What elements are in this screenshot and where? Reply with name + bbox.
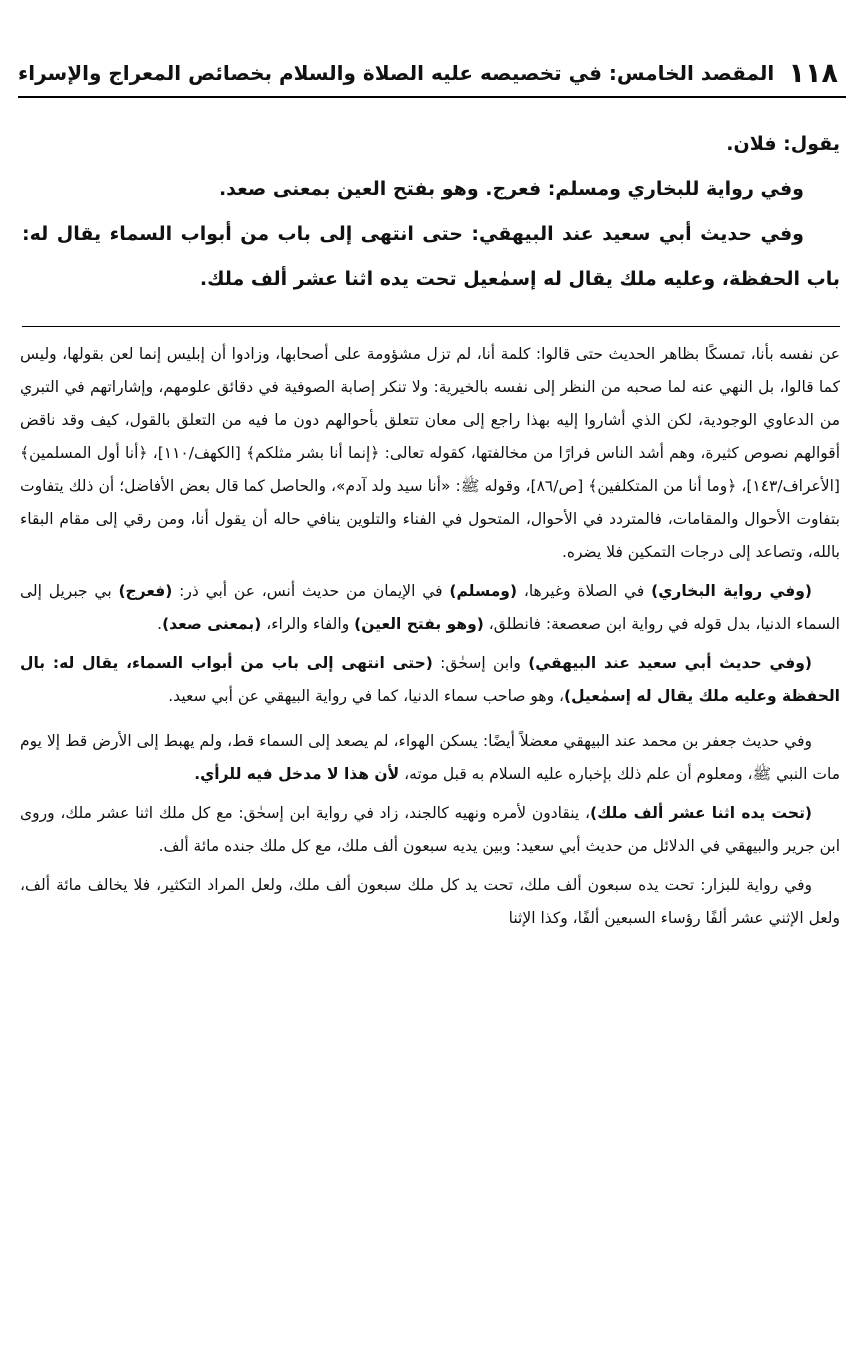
commentary-text: والفاء والراء، [261, 615, 355, 633]
commentary-paragraph: وفي رواية للبزار: تحت يده سبعون ألف ملك، تحت يد كل ملك سبعون ألف ملك، ولعل المراد التكثير، فلا يخالف مائة ألف، ولعل الإثني عشر ألفًا رؤساء السبعين ألفًا، وكذا الإثنا [20, 876, 840, 927]
commentary-paragraph: عن نفسه بأنا، تمسكًا بظاهر الحديث حتى قالوا: كلمة أنا، لم تزل مشؤومة على أصحابها، وزادوا أن إبليس إنما لعن بقولها، وليس كما قالوا، بل النهي عنه لما صحبه من النظر إلى نفسه بالخيرية: ولا تنكر إصابة الصوفية في دقائق علومهم، وإشاراتهم في التبري من الدعاوي الوجودية، لكن الذي أشاروا إليه بهذا راجع إلى معان تتعلق بأحوالهم دون ما فيه من التعلق بالقول، كيف وقد ناقض أقوالهم نصوص كثيرة، وهم أشد الناس فرارًا من مخالفتها، كقوله تعالى: ﴿إنما أنا بشر مثلكم﴾ [الكهف/١١٠]، ﴿أنا أول المسلمين﴾ [الأعراف/١٤٣]، ﴿وما أنا من المتكلفين﴾ [ص/٨٦]، وقوله ﷺ: «أنا سيد ولد آدم»، والحاصل كما قال بعض الأفاضل؛ أن ذلك يتفاوت بتفاوت الأحوال والمقامات، فالمتردد في الأحوال، المتحول في الفناء والتلوين ينافي حاله أن يقول أنا، ومن رقي إلى مقام البقاء بالله، وتصاعد إلى درجات التمكين فلا يضره. [20, 345, 841, 561]
quoted-phrase: (تحت يده اثنا عشر ألف ملك) [589, 804, 812, 822]
quoted-phrase: (حتى انتهى إلى باب من أبواب السماء، يقال له: بال الحفظة وعليه ملك يقال له إسمٰعيل) [20, 654, 840, 705]
quoted-phrase: (وفي حديث أبي سعيد عند البيهقي) [528, 654, 813, 672]
commentary-paragraph [20, 725, 840, 791]
commentary [20, 338, 840, 941]
commentary-text: في الصلاة وغيرها، [517, 582, 652, 600]
commentary-text: وابن إسحٰق: [432, 654, 529, 672]
quoted-phrase: لأن هذا لا مدخل فيه للرأي. [194, 765, 400, 783]
commentary-text: ، ينقادون لأمره ونهيه كالجند، زاد في رواية ابن إسحٰق: مع كل ملك اثنا عشر ملك، وروى ابن جرير والبيهقي في الدلائل من حديث أبي سعيد: وبين يديه سبعون ألف ملك، مع كل ملك جنده مائة ألف. [20, 804, 840, 855]
commentary-text: . [157, 615, 163, 633]
commentary-text: في الإيمان من حديث أنس، عن أبي ذر: [172, 582, 450, 600]
footnote-divider [22, 326, 840, 327]
commentary-text: بي جبريل إلى السماء الدنيا، بدل قوله في رواية ابن صعصعة: فانطلق، [20, 582, 840, 633]
quoted-phrase: (وهو بفتح العين) [354, 615, 484, 633]
main-line: وفي رواية للبخاري ومسلم: فعرج. وهو بفتح العين بمعنى صعد. [218, 178, 804, 200]
main-line: يقول: فلان. [726, 133, 840, 155]
commentary-text: وفي حديث جعفر بن محمد عند البيهقي معضلاً أيضًا: يسكن الهواء، لم يصعد إلى السماء قط، ولم يهبط إلى الأرض قط إلا يوم مات النبي ﷺ، ومعلوم أن علم ذلك بإخباره عليه السلام به قبل موته، [20, 732, 840, 783]
main-text [22, 122, 840, 302]
running-title: المقصد الخامس: في تخصيصه عليه الصلاة والسلام بخصائص المعراج والإسراء [18, 61, 775, 85]
quoted-phrase: (ومسلم) [449, 582, 518, 600]
quoted-phrase: (وفي رواية البخاري) [651, 582, 812, 600]
quoted-phrase: (فعرج) [118, 582, 173, 600]
commentary-paragraph [20, 647, 840, 713]
main-line: وفي حديث أبي سعيد عند البيهقي: حتى انتهى إلى باب من أبواب السماء يقال له: باب الحفظة، وعليه ملك يقال له إسمٰعيل تحت يده اثنا عشر ألف ملك. [22, 223, 840, 290]
commentary-paragraph [20, 575, 840, 641]
page-header [18, 50, 846, 98]
quoted-phrase: (بمعنى صعد) [162, 615, 262, 633]
commentary-paragraph [20, 797, 840, 863]
page-number: ١١٨ [788, 57, 838, 89]
commentary-text: ، وهو صاحب سماء الدنيا، كما في رواية البيهقي عن أبي سعيد. [168, 687, 565, 705]
